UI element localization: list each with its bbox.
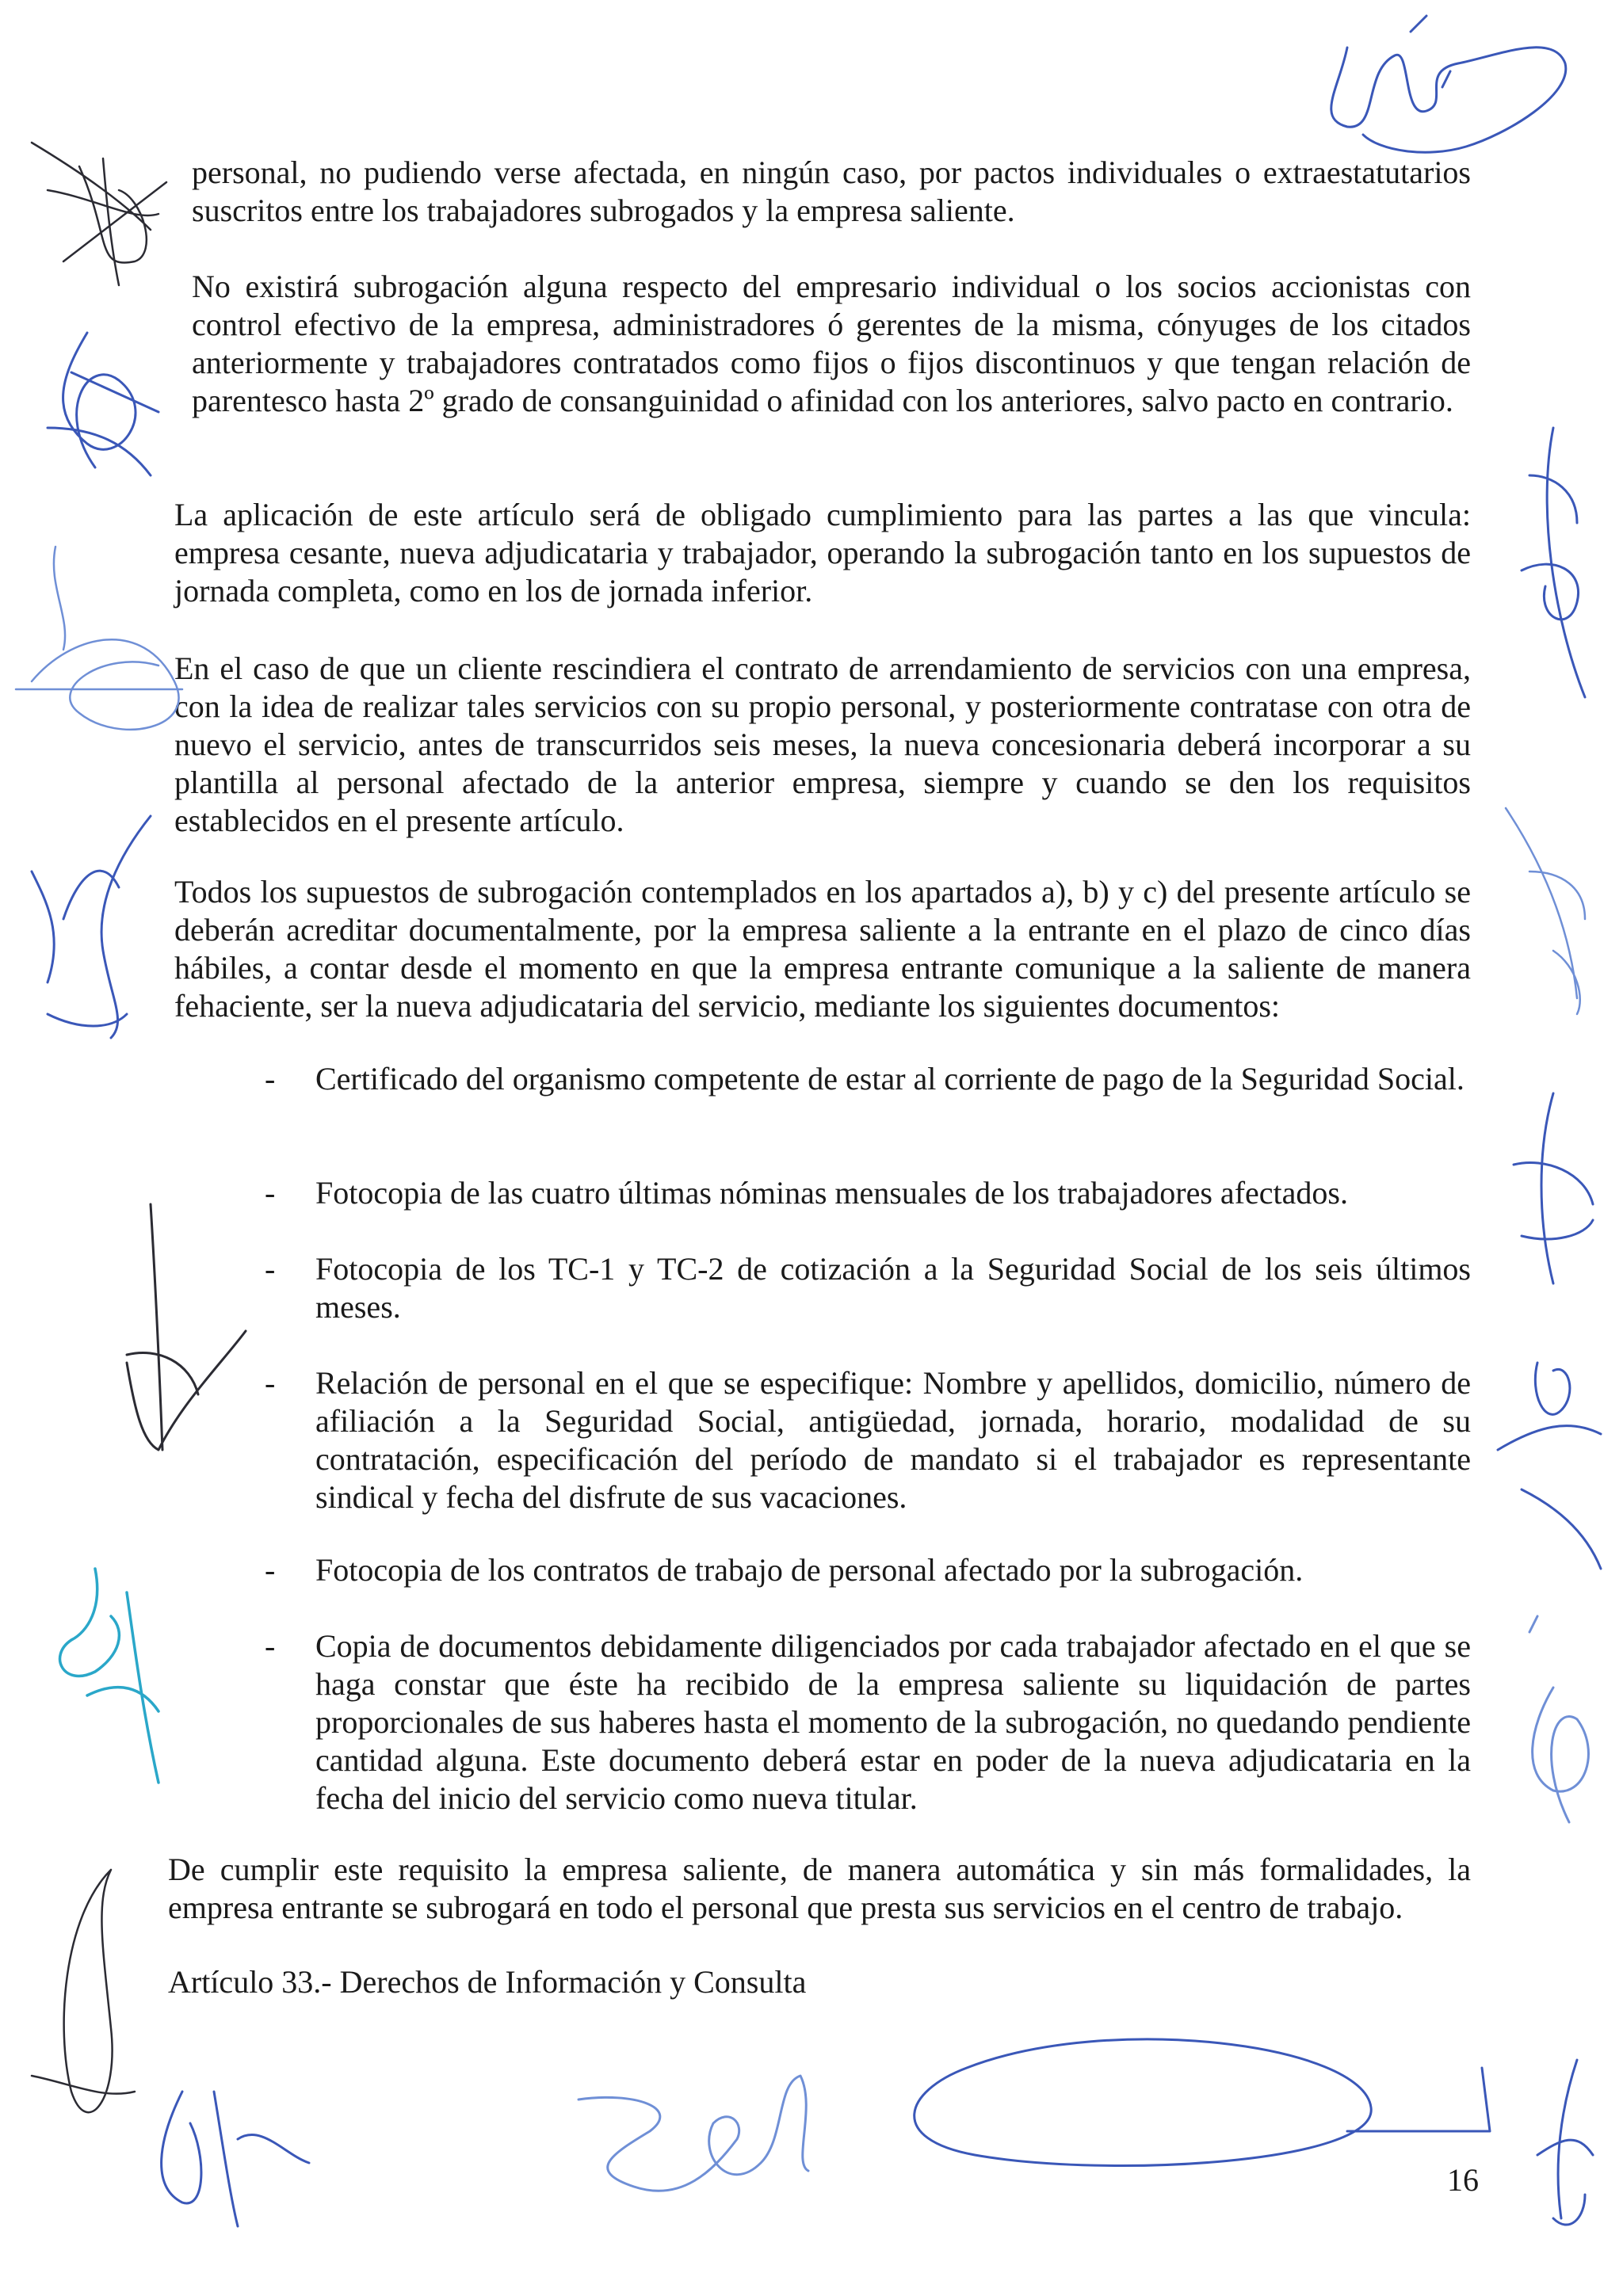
signature-right-2 (1506, 808, 1585, 1014)
closing-paragraph: De cumplir este requisito la empresa saliente, de manera automática y sin más formalidades, la empresa entrante se subrogará en todo el personal que presta sus servicios en el centro de trabajo. (168, 1852, 1471, 1925)
paragraph-1: personal, no pudiendo verse afectada, en ningún caso, por pactos individuales o extraestatutarios suscritos entre los trabajadores subrogados y la empresa saliente. (192, 154, 1471, 228)
signature-top-left (32, 143, 166, 285)
signature-left-5 (127, 1204, 246, 1450)
paragraph-4: En el caso de que un cliente rescindiera el contrato de arrendamiento de servicios con una empresa, con la idea de realizar tales servicios con su propio personal, y posteriormente contratase con otra de nuevo el servicio, antes de transcurridos seis meses, la nueva concesionaria deberá incorporar a su plantilla al personal afectado de la anterior empresa, siempre y cuando se den los requisitos establecidos en el presente artículo. (174, 650, 1471, 838)
next-section-heading: Artículo 33.- Derechos de Información y Consulta (168, 1964, 807, 2000)
paragraph-2: No existirá subrogación alguna respecto del empresario individual o los socios accionistas con control efectivo de la empresa, administradores ó gerentes de la misma, cónyuges de los citados anteriormente y trabajadores contratados como fijos o fijos discontinuos y que tengan relación de parentesco hasta 2º grado de consanguinidad o afinidad con los anteriores, salvo pacto en contrario. (192, 269, 1471, 418)
signature-bottom-oval (915, 2039, 1490, 2166)
list-marker: - (265, 1552, 276, 1588)
paragraph-5: Todos los supuestos de subrogación contemplados en los apartados a), b) y c) del presente artículo se deberán acreditar documentalmente, por la empresa saliente a la entrante en el plazo de cinco días hábiles, a contar desde el momento en que la empresa entrante comunique a la saliente de manera fehaciente, ser la nueva adjudicataria del servicio, mediante los siguientes documentos: (174, 874, 1471, 1024)
signature-bottom-middle (579, 2076, 808, 2191)
list-item-text: Fotocopia de los contratos de trabajo de personal afectado por la subrogación. (315, 1552, 1304, 1588)
list-item-text: Copia de documentos debidamente diligenciados por cada trabajador afectado en el que se haga constar que éste ha recibido de la empresa saliente su liquidación de partes proporcionales de sus haberes hasta el momento de la subrogación, no quedando pendiente cantidad alguna. Este documento deberá estar en poder de la nueva adjudicataria en la fecha del inicio del servicio como nueva titular. (315, 1628, 1471, 1816)
list-marker: - (265, 1251, 276, 1287)
signature-right-3 (1514, 1093, 1593, 1283)
signature-left-6 (60, 1569, 158, 1783)
signature-right-5 (1529, 1616, 1588, 1822)
list-item-text: Relación de personal en el que se especifique: Nombre y apellidos, domicilio, número de afiliación a la Seguridad Social, antigüedad, jornada, horario, modalidad de su contratación, especificación del período de mandato si el trabajador es representante sindical y fecha del disfrute de sus vacaciones. (315, 1365, 1471, 1515)
paragraph-3: La aplicación de este artículo será de obligado cumplimiento para las partes a las que vincula: empresa cesante, nueva adjudicataria y trabajador, operando la subrogación tanto en los supuestos de jornada completa, como en los de jornada inferior. (174, 497, 1471, 608)
signature-bottom-left (162, 2092, 309, 2226)
list-marker: - (265, 1628, 276, 1664)
signature-left-4 (32, 816, 151, 1038)
signature-left-3 (16, 547, 182, 730)
signature-bottom-right (1537, 2060, 1593, 2225)
signature-left-7 (32, 1870, 135, 2112)
list-marker: - (265, 1175, 276, 1211)
list-item-text: Fotocopia de las cuatro últimas nóminas mensuales de los trabajadores afectados. (315, 1175, 1348, 1211)
signature-right-1 (1522, 428, 1585, 697)
list-marker: - (265, 1061, 276, 1097)
signature-top-right (1331, 16, 1566, 152)
list-item-text: Fotocopia de los TC-1 y TC-2 de cotización a la Seguridad Social de los seis últimos meses. (315, 1251, 1471, 1325)
page-number: 16 (1447, 2162, 1479, 2198)
list-item-text: Certificado del organismo competente de estar al corriente de pago de la Seguridad Social. (315, 1061, 1465, 1097)
signature-right-4 (1498, 1363, 1601, 1569)
list-marker: - (265, 1365, 276, 1401)
signature-left-2 (48, 333, 158, 475)
